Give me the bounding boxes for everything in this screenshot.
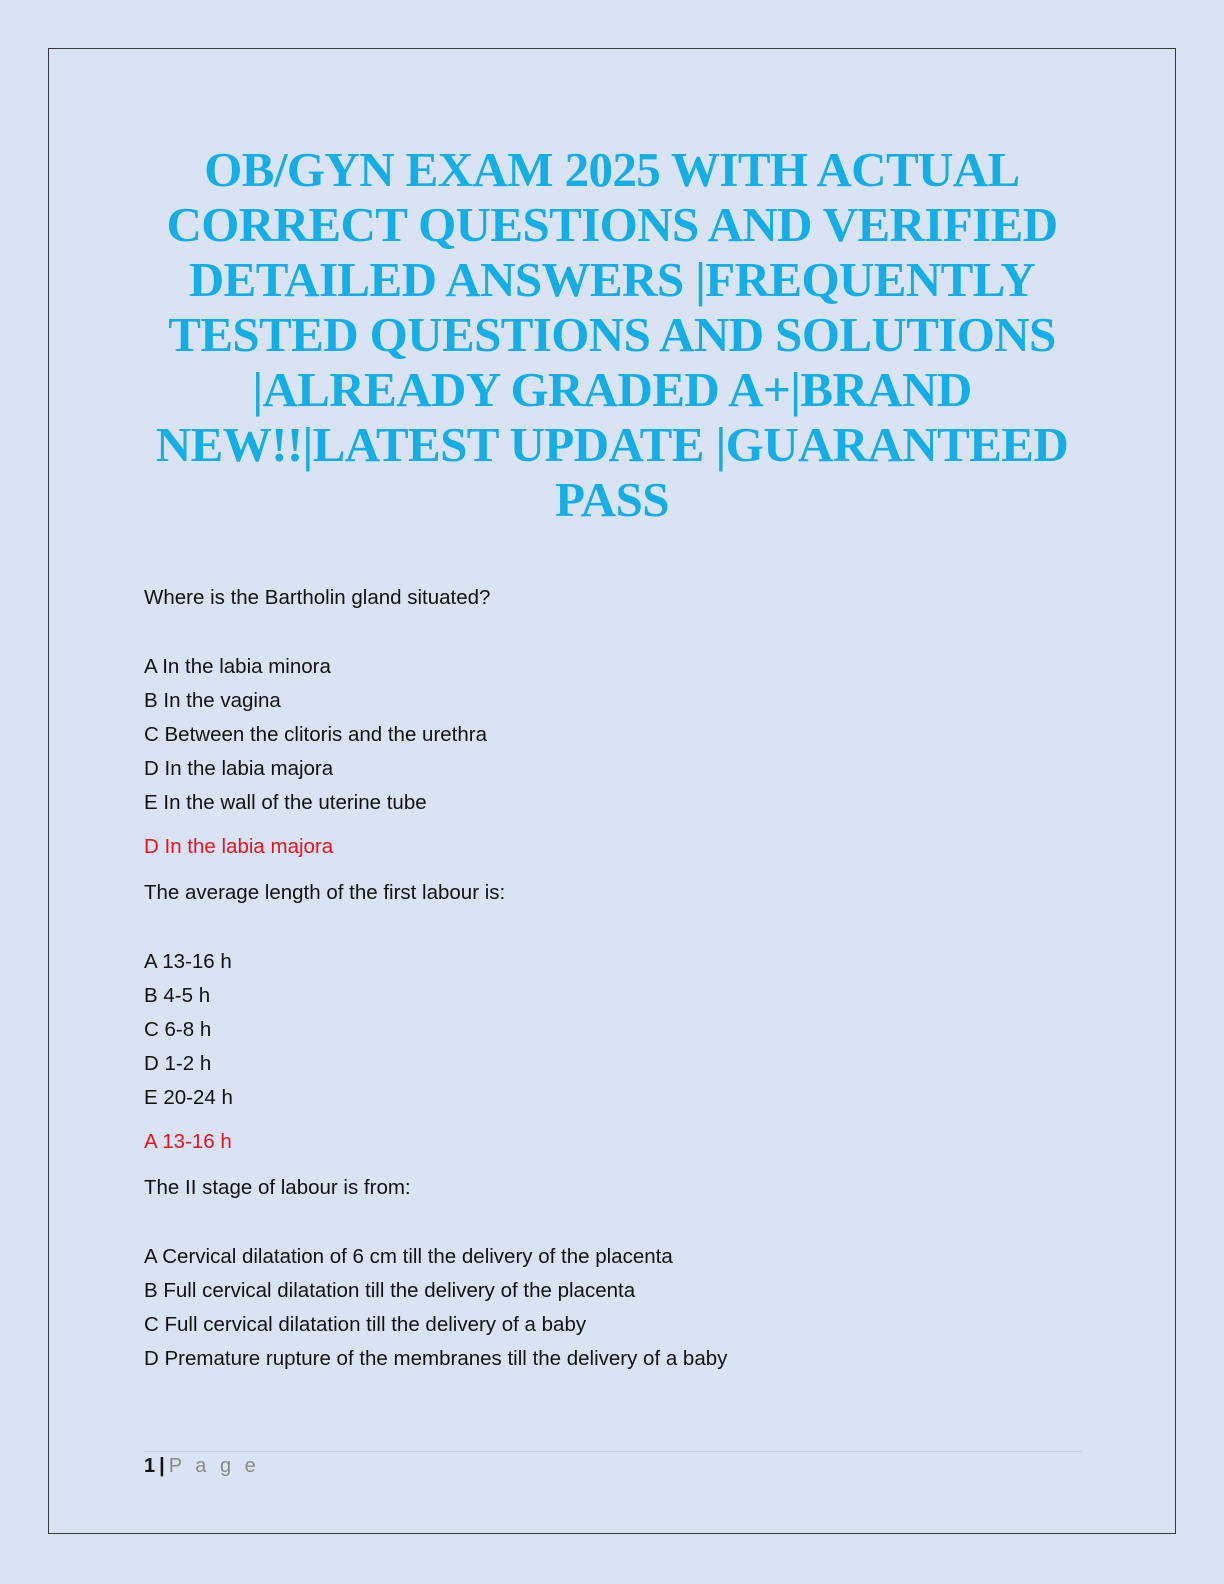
document-title: OB/GYN EXAM 2025 WITH ACTUAL CORRECT QUESTIONS AND VERIFIED DETAILED ANSWERS |FREQUENTLY TESTED QUESTIONS AND SOLUTIONS |ALREADY GRADED A+|BRAND NEW!!|LATEST UPDATE |GUARANTEED PASS [155,142,1069,527]
page-label: P a g e [168,1455,260,1477]
option-item: D Premature rupture of the membranes till the delivery of a baby [144,1347,728,1370]
option-item: B Full cervical dilatation till the delivery of the placenta [144,1279,636,1302]
option-item: C Full cervical dilatation till the delivery of a baby [144,1313,587,1336]
page-number: 1 [144,1455,156,1477]
answer-text: D In the labia majora [144,835,334,858]
question-text: The average length of the first labour is: [144,881,506,904]
question-block [144,584,1084,861]
option-item: E 20-24 h [144,1086,233,1109]
document-body [144,584,1084,1376]
footer-divider [144,1451,1082,1452]
option-item: C 6-8 h [144,1018,212,1041]
option-item: A Cervical dilatation of 6 cm till the delivery of the placenta [144,1245,673,1268]
option-item: D 1-2 h [144,1052,212,1075]
option-item: A 13-16 h [144,950,232,973]
option-item: B In the vagina [144,689,281,712]
option-item: C Between the clitoris and the urethra [144,723,487,746]
question-block [144,879,1084,1156]
option-item: B 4-5 h [144,984,211,1007]
options-list [144,650,1084,820]
option-item: A In the labia minora [144,655,331,678]
options-list [144,945,1084,1115]
answer-text: A 13-16 h [144,1130,232,1153]
question-block [144,1174,1084,1376]
question-text: The II stage of labour is from: [144,1176,411,1199]
option-item: D In the labia majora [144,757,334,780]
page-footer [144,1452,260,1480]
question-text: Where is the Bartholin gland situated? [144,586,491,609]
option-item: E In the wall of the uterine tube [144,791,427,814]
footer-separator: | [159,1455,165,1477]
options-list [144,1240,1084,1376]
